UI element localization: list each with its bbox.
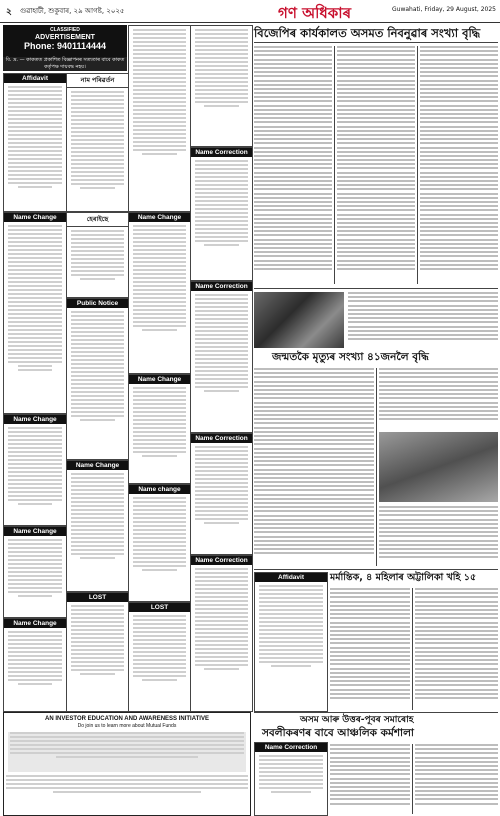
- ad-heading: হেৰাইছে: [67, 213, 128, 227]
- article-photo-caption: [348, 292, 498, 348]
- article-column-10: [415, 744, 498, 814]
- headline-deaths: জন্মতকৈ মৃত্যুৰ সংখ্যা ৪১জনলৈ বৃদ্ধি: [272, 351, 429, 363]
- classified-label: CLASSIFIED: [50, 27, 80, 33]
- ad-affidavit-2: [254, 572, 328, 712]
- ad-heading: Name Change: [129, 213, 190, 222]
- ad-public-notice: [66, 298, 129, 460]
- ad-name-change-2: [3, 414, 67, 526]
- article-column-2: [337, 46, 415, 284]
- ad-heading: Public Notice: [67, 299, 128, 308]
- ad-heading: LOST: [67, 593, 128, 602]
- advertisement-label: ADVERTISEMENT: [35, 34, 95, 41]
- ad-heading: Affidavit: [4, 74, 66, 83]
- ad-name-change-5: [66, 460, 129, 592]
- article-column-6: [379, 506, 498, 566]
- ad-name-correction-5: [254, 742, 328, 816]
- investor-ad-subtitle: Do join us to learn more about Mutual Funds: [77, 723, 177, 729]
- ad-lost-2: [128, 602, 191, 712]
- article-column-3: [420, 46, 498, 284]
- ad-heading: Name Change: [67, 461, 128, 470]
- ad-heading: Name Correction: [191, 148, 252, 157]
- divider: [254, 42, 498, 43]
- ad-name-change-3: [3, 526, 67, 618]
- ad-heading: Name Correction: [191, 282, 252, 291]
- ad-heading: নাম পৰিৱৰ্তন: [67, 74, 128, 88]
- headline-collapse: মৰ্মান্তিক, ৪ মহিলাৰ অট্টালিকা খহি ১৫: [330, 572, 477, 583]
- ad-affidavit-1: [3, 73, 67, 212]
- ad-name-change-1: [3, 212, 67, 414]
- article-column-7: [330, 588, 410, 710]
- ad-name-change-assamese: [66, 73, 129, 212]
- newspaper-logo: গণ অধিকাৰ: [278, 4, 352, 22]
- page-number: ২: [6, 7, 12, 17]
- ad-heading: Name Change: [4, 213, 66, 222]
- ad-heading: Affidavit: [255, 573, 327, 582]
- ad-name-correction-1: [190, 147, 253, 281]
- ad-name-change-6: [128, 212, 191, 374]
- headline-unemployment: বিজেপিৰ কাৰ্যকালত অসমত নিবনুৱাৰ সংখ্যা বৃদ্ধি: [254, 26, 481, 40]
- article-column-8: [415, 588, 498, 710]
- headline-workshop-b: সবলীকৰণৰ বাবে আঞ্চলিক কৰ্মশালা: [262, 727, 414, 739]
- headline-workshop-a: অসম আৰু উত্তৰ-পূবৰ সমাৰোহ: [300, 715, 414, 725]
- article-column-4: [254, 368, 374, 566]
- article-column-1: [254, 46, 332, 284]
- date-left: গুৱাহাটী, শুকুবাৰ, ২৯ আগষ্ট, ২০২৫: [20, 7, 125, 15]
- ad-heading: Name Correction: [191, 556, 252, 565]
- ad-heading: Name Change: [4, 415, 66, 424]
- ad-text-1: [128, 25, 191, 212]
- investor-awareness-ad: [3, 712, 251, 816]
- ad-name-correction-2: [190, 281, 253, 433]
- ad-name-correction-4: [190, 555, 253, 712]
- ad-text-2: [190, 25, 253, 147]
- investor-ad-title: AN INVESTOR EDUCATION AND AWARENESS INITIATIVE: [45, 716, 209, 722]
- ad-heading: Name Correction: [255, 743, 327, 752]
- news-photo-1: [254, 292, 344, 348]
- ad-heading: Name Correction: [191, 434, 252, 443]
- ad-body: [4, 83, 66, 191]
- investor-ad-details: [8, 732, 246, 772]
- article-column-9: [330, 744, 410, 814]
- ad-heading: Name Change: [129, 375, 190, 384]
- ad-name-change-lower: [128, 484, 191, 602]
- news-photo-2: [379, 432, 498, 502]
- masthead: [0, 0, 500, 23]
- ad-heading: Name Change: [4, 527, 66, 536]
- classified-phone: Phone: 9401114444: [23, 41, 107, 51]
- ad-heading: Name change: [129, 485, 190, 494]
- classified-disclaimer: বি. দ্ৰ. — কাকতত প্ৰকাশিত বিজ্ঞাপনৰ সত্যতাৰ বাবে কাকত কৰ্তৃপক্ষ দায়বদ্ধ নহয়।: [3, 57, 127, 71]
- ad-lost-assamese: [66, 212, 129, 298]
- date-right: Guwahati, Friday, 29 August, 2025: [392, 6, 496, 13]
- ad-heading: Name Change: [4, 619, 66, 628]
- classified-header: [3, 25, 127, 57]
- ad-name-change-4: [3, 618, 67, 712]
- ad-name-change-7: [128, 374, 191, 484]
- ad-name-correction-3: [190, 433, 253, 555]
- ad-lost-1: [66, 592, 129, 712]
- article-column-5: [379, 368, 498, 428]
- ad-heading: LOST: [129, 603, 190, 612]
